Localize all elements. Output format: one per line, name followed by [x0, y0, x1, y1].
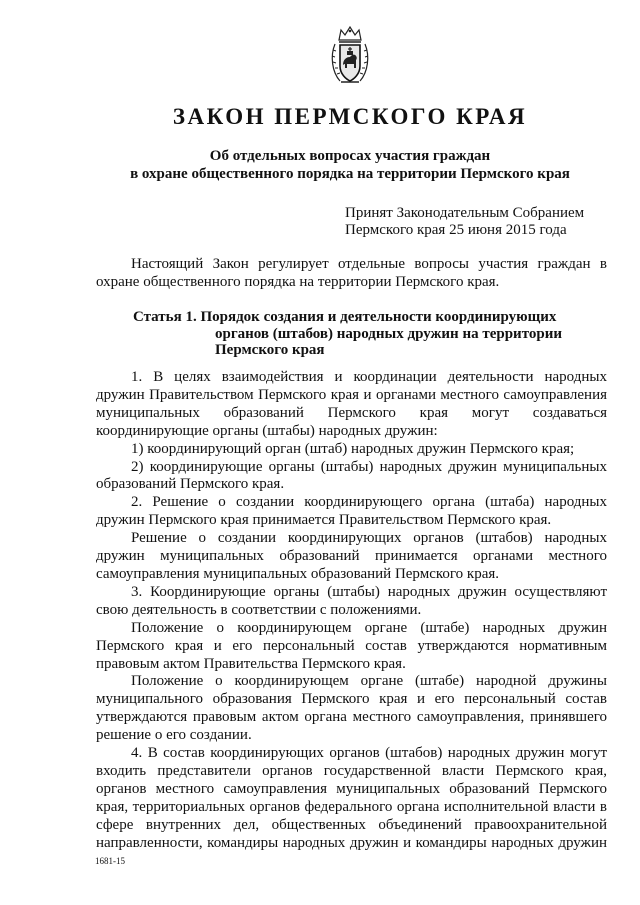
list-item: 1) координирующий орган (штаб) народных дружин Пермского края; [131, 440, 575, 457]
article-heading-line: органов (штабов) народных дружин на территории [215, 325, 562, 342]
adoption-line: Принят Законодательным Собранием [345, 205, 585, 221]
law-subtitle [60, 147, 640, 183]
paragraph: 3. Координирующие органы (штабы) народных дружин осуществляют свою деятельность в соответствии с положениями. [96, 583, 607, 618]
paragraph: 4. В состав координирующих органов (штабов) народных дружин могут входить представители органов государственной власти Пермского края, органов местного самоуправления муниципальных образований Пермского края, территориальных органов федерального органа исполнительной власти в сфере внутренних дел, общественных объединений правоохранительной направленности, командиры народных дружин и командиры народных дружин [96, 745, 607, 851]
paragraph: Положение о координирующем органе (штабе) народных дружин Пермского края и его персональный состав утверждаются нормативным правовым актом Правительства Пермского края. [96, 619, 607, 672]
preamble [96, 256, 607, 292]
coat-of-arms-icon [330, 24, 370, 86]
preamble-paragraph: Настоящий Закон регулирует отдельные вопросы участия граждан в охране общественного порядка на территории Пермского края. [96, 256, 607, 290]
paragraph: 1. В целях взаимодействия и координации деятельности народных дружин Правительством Пермского края и органами местного самоуправления муниципальных образований Пермского края могут создаваться координирующие органы (штабы) народных дружин: [96, 369, 607, 439]
paragraph: 2. Решение о создании координирующего органа (штаба) народных дружин Пермского края принимается Правительством Пермского края. [96, 494, 607, 529]
paragraph: Положение о координирующем органе (штабе) народной дружины муниципального образования Пермского края и его персональный состав утверждаются правовым актом органа местного самоуправления, принявшего решение о его создании. [96, 673, 607, 744]
subtitle-line: Об отдельных вопросах участия граждан [209, 148, 491, 164]
document-number: 1681-15 [95, 856, 125, 866]
article-1-body [96, 369, 607, 852]
article-1-heading [133, 309, 603, 359]
list-item: 2) координирующие органы (штабы) народных дружин муниципальных образований Пермского края. [96, 458, 607, 493]
adoption-line: Пермского края 25 июня 2015 года [345, 222, 567, 238]
adoption-note [345, 205, 635, 239]
article-number: Статья 1. [133, 309, 197, 325]
subtitle-line: в охране общественного порядка на территории Пермского края [130, 166, 570, 182]
law-title: ЗАКОН ПЕРМСКОГО КРАЯ [172, 104, 528, 129]
article-heading-line: Порядок создания и деятельности координирующих [200, 309, 557, 325]
article-heading-line: Пермского края [215, 342, 325, 358]
paragraph: Решение о создании координирующих органов (штабов) народных дружин муниципальных образований принимается органами местного самоуправления муниципальных образований Пермского края. [96, 530, 607, 582]
